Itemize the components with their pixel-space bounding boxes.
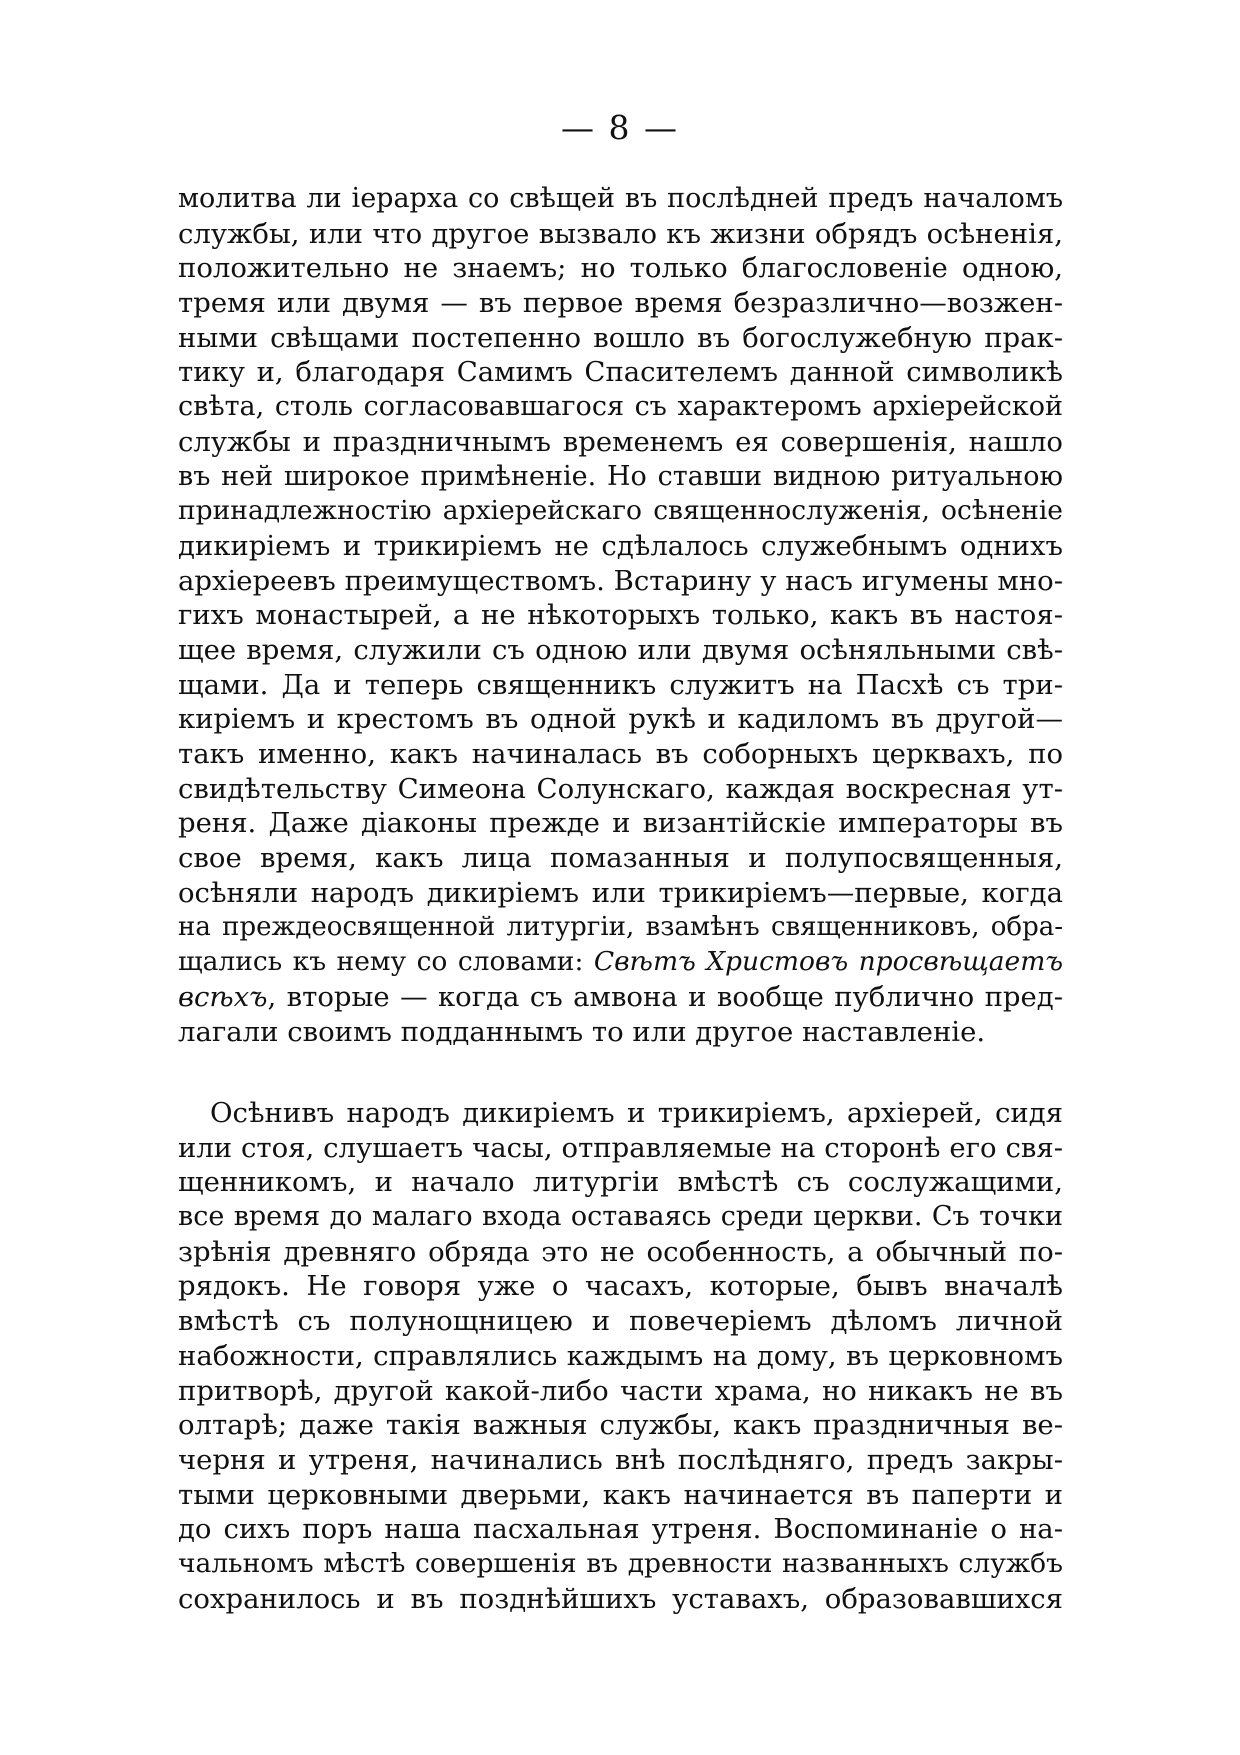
paragraph-1 — [178, 182, 1063, 1049]
text-line: чальномъ мѣстѣ совершенія въ древности названныхъ службъ — [178, 1547, 1063, 1579]
text-line: зрѣнія древняго обряда это не особенность, а обычный по- — [178, 1235, 1063, 1268]
page-number: — 8 — — [561, 108, 679, 147]
text-line: молитва ли іерарха со свѣщей въ послѣдней предъ началомъ — [178, 183, 1063, 214]
text-line-mixed — [178, 980, 1063, 1015]
text-line: киріемъ и крестомъ въ одной рукѣ и кадиломъ въ другой— — [178, 703, 1063, 736]
text-line-mixed — [178, 945, 1063, 980]
text-line: до сихъ поръ наша пасхальная утреня. Воспоминаніе о на- — [178, 1513, 1063, 1546]
text-line: свидѣтельству Симеона Солунскаго, каждая воскресная ут- — [178, 772, 1063, 805]
text-line: или стоя, слушаетъ часы, отправляемые на сторонѣ его свя- — [178, 1131, 1063, 1164]
text-line: дикиріемъ и трикиріемъ не сдѣлалось служебнымъ однихъ — [178, 529, 1063, 562]
text-line: свое время, какъ лица помазанныя и полупосвященныя, — [178, 842, 1063, 875]
text-line: олтарѣ; даже такія важныя службы, какъ праздничныя ве- — [178, 1409, 1063, 1442]
text-line: на преждеосвященной литургіи, взамѣнъ священниковъ, обра- — [178, 912, 1063, 943]
text-line: притворѣ, другой какой-либо части храма, но никакъ не въ — [178, 1374, 1063, 1407]
text-line: положительно не знаемъ; но только благословеніе одною, — [178, 252, 1063, 285]
text-line: гихъ монастырей, а не нѣкоторыхъ только, какъ въ настоя- — [178, 599, 1063, 632]
text-line: сохранилось и въ позднѣйшихъ уставахъ, образовавшихся — [178, 1582, 1063, 1615]
text-line: принадлежностію архіерейскаго священнослуженія, осѣненіе — [178, 495, 1063, 527]
text-line: такъ именно, какъ начиналась въ соборныхъ церквахъ, по — [178, 738, 1063, 770]
plain-text: , вторые — когда съ амвона и вообще публично пред- — [267, 980, 1063, 1013]
paragraph-2 — [178, 1096, 1063, 1616]
text-line: службы и праздничнымъ временемъ ея совершенія, нашло — [178, 425, 1063, 458]
text-line: щее время, служили съ одною или двумя осѣняльными свѣ- — [178, 633, 1063, 666]
text-line: щами. Да и теперь священникъ служитъ на Пасхѣ съ три- — [178, 668, 1063, 701]
text-line: реня. Даже діаконы прежде и византійскіе императоры въ — [178, 807, 1063, 840]
text-line: службы, или что другое вызвало къ жизни обрядъ осѣненія, — [178, 217, 1063, 250]
text-line: тику и, благодаря Самимъ Спасителемъ данной символикѣ — [178, 356, 1063, 389]
text-line: щенникомъ, и начало литургіи вмѣстѣ съ сослужащими, — [178, 1166, 1063, 1199]
text-line-last: лагали своимъ подданнымъ то или другое наставленіе. — [178, 1015, 986, 1048]
text-line: тремя или двумя — въ первое время безразлично—возжен- — [178, 287, 1063, 320]
text-line: архіереевъ преимуществомъ. Встарину у насъ игумены мно- — [178, 564, 1063, 597]
text-line: ными свѣщами постепенно вошло въ богослужебную прак- — [178, 321, 1063, 354]
text-line: все время до малаго входа оставаясь среди церкви. Съ точки — [178, 1201, 1063, 1233]
text-line: осѣняли народъ дикиріемъ или трикиріемъ—первые, когда — [178, 876, 1063, 909]
text-line: рядокъ. Не говоря уже о часахъ, которые, бывъ вначалѣ — [178, 1270, 1063, 1303]
italic-quote: всѣхъ — [178, 980, 268, 1013]
text-line-first: Осѣнивъ народъ дикиріемъ и трикиріемъ, архіерей, сидя — [210, 1097, 1063, 1129]
text-line: набожности, справлялись каждымъ на дому, въ церковномъ — [178, 1339, 1063, 1372]
text-line: тыми церковными дверьми, какъ начинается въ паперти и — [178, 1478, 1063, 1511]
text-line: свѣта, столь согласовавшагося съ характеромъ архіерейской — [178, 391, 1063, 423]
plain-text: щались къ нему со словами: — [178, 946, 584, 978]
text-line: въ ней широкое примѣненіе. Но ставши видною ритуальною — [178, 460, 1063, 492]
text-line: вмѣстѣ съ полунощницею и повечеріемъ дѣломъ личной — [178, 1305, 1063, 1338]
text-line: черня и утреня, начинались внѣ послѣдняго, предъ закры- — [178, 1443, 1063, 1476]
italic-quote: Свѣтъ Христовъ просвѣщаетъ — [593, 946, 1063, 978]
